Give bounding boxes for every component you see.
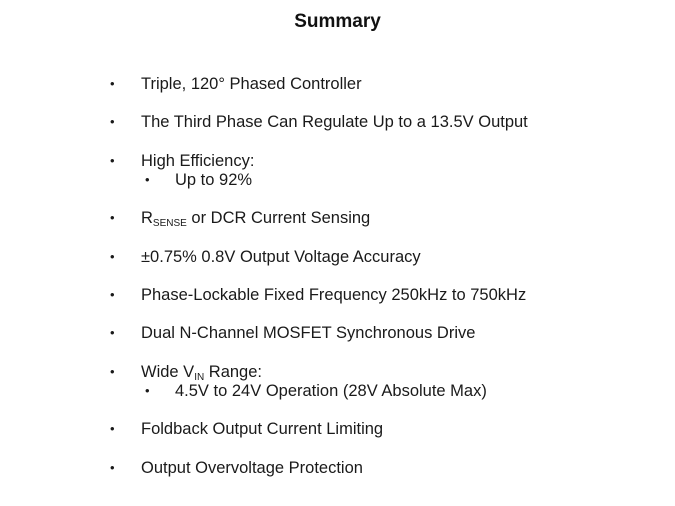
bullet-text-suffix: Range: bbox=[204, 363, 262, 381]
bullet-glyph: • bbox=[110, 76, 115, 91]
bullet-text bbox=[141, 208, 370, 228]
bullet-glyph: • bbox=[110, 114, 115, 129]
bullet-glyph: • bbox=[110, 153, 115, 168]
bullet-text-prefix: Wide V bbox=[141, 363, 195, 381]
bullet-text: High Efficiency: bbox=[141, 152, 255, 170]
bullet-glyph: • bbox=[110, 364, 115, 379]
bullet-text bbox=[141, 362, 262, 382]
bullet-text-suffix: or DCR Current Sensing bbox=[186, 209, 371, 227]
bullet-glyph: • bbox=[110, 287, 115, 302]
bullet-glyph: • bbox=[110, 460, 115, 475]
bullet-text: Output Overvoltage Protection bbox=[141, 459, 363, 477]
sub-bullet-glyph: • bbox=[145, 172, 150, 187]
bullet-text: The Third Phase Can Regulate Up to a 13.5V Output bbox=[141, 113, 528, 131]
bullet-glyph: • bbox=[110, 325, 115, 340]
subscript-text: SENSE bbox=[152, 218, 187, 229]
bullet-text: Triple, 120° Phased Controller bbox=[141, 75, 362, 93]
sub-bullet-glyph: • bbox=[145, 383, 150, 398]
bullet-text: Foldback Output Current Limiting bbox=[141, 420, 384, 438]
slide-title: Summary bbox=[294, 11, 381, 32]
sub-bullet-text: 4.5V to 24V Operation (28V Absolute Max) bbox=[175, 382, 487, 400]
bullet-text: Phase-Lockable Fixed Frequency 250kHz to 750kHz bbox=[141, 286, 527, 304]
bullet-glyph: • bbox=[110, 210, 115, 225]
bullet-glyph: • bbox=[110, 421, 115, 436]
bullet-glyph: • bbox=[110, 249, 115, 264]
bullet-text-prefix: R bbox=[141, 209, 153, 227]
sub-bullet-text: Up to 92% bbox=[175, 171, 253, 189]
subscript-text: IN bbox=[194, 372, 205, 383]
bullet-text: ±0.75% 0.8V Output Voltage Accuracy bbox=[141, 248, 421, 266]
bullet-text: Dual N-Channel MOSFET Synchronous Drive bbox=[141, 324, 476, 342]
